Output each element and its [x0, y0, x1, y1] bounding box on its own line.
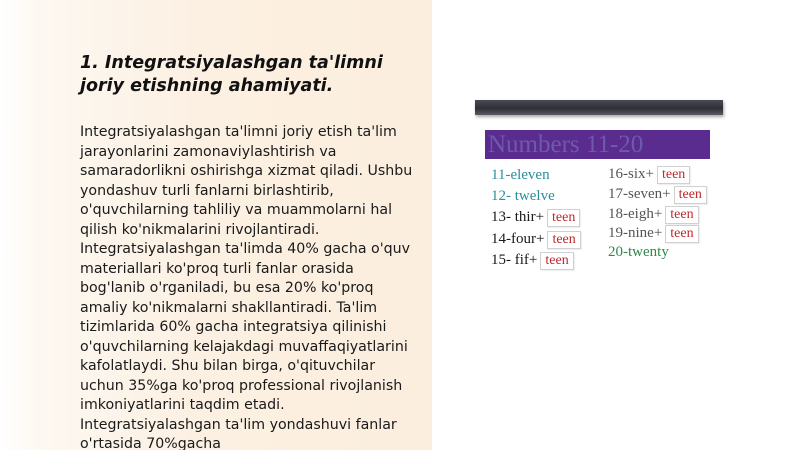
slide-body-text: Integratsiyalashgan ta'limni joriy etish ta'lim jarayonlarini zamonaviylashtirish va samaradorlikni oshirishga xizmat qiladi. Ushbu yondashuv turli fanlarni birlashtirib, o'quvchilarning tahliliy va muammolarni hal qilish ko'nikmalarini rivojlantiradi. Integratsiyalashgan ta'limda 40% gacha o'quv materiallari ko'proq turli fanlar orasida bog'lanib o'rganiladi, bu esa 20% ko'proq amaliy ko'nikmalarni shakllantiradi. Ta'lim tizimlarida 60% gacha integratsiya qilinishi o'quvchilarning kelajakdagi muvaffaqiyatlarini kafolatlaydi. Shu bilan birga, o'qituvchilar uchun 35%ga ko'proq professional rivojlanish imkoniyatlarini taqdim etadi. Integratsiyalashgan ta'lim yondashuvi fanlar o'rtasida 70%gacha — [80, 124, 413, 450]
number-text: 18-eigh+ — [608, 206, 663, 222]
teen-suffix-box: teen — [540, 252, 573, 270]
number-item-16 — [608, 165, 690, 184]
number-text: 19-nine+ — [608, 225, 663, 241]
teen-suffix-box: teen — [657, 166, 690, 184]
teen-suffix-box: teen — [547, 209, 580, 227]
slide-title: 1. Integratsiyalashgan ta'limni joriy etishning ahamiyati. — [80, 53, 383, 96]
number-item-11 — [491, 166, 550, 184]
number-text: 12- twelve — [491, 188, 555, 204]
teen-suffix-box: teen — [547, 231, 580, 249]
number-text: 17-seven+ — [608, 186, 671, 202]
number-text: 20-twenty — [608, 244, 669, 260]
numbers-image — [485, 130, 715, 280]
number-item-13 — [491, 208, 580, 227]
number-item-18 — [608, 205, 699, 224]
number-text: 11-eleven — [491, 167, 550, 183]
numbers-header — [485, 130, 710, 159]
teen-suffix-box: teen — [674, 186, 707, 204]
number-text: 15- fif+ — [491, 252, 538, 268]
number-text: 13- thir+ — [491, 209, 545, 225]
teen-suffix-box: teen — [665, 225, 698, 243]
decorative-bar — [475, 100, 723, 115]
teen-suffix-box: teen — [665, 206, 698, 224]
number-text: 16-six+ — [608, 166, 654, 182]
number-text: 14-four+ — [491, 231, 545, 247]
number-item-19 — [608, 224, 699, 243]
number-item-12 — [491, 187, 555, 205]
number-item-20 — [608, 243, 669, 261]
numbers-header-text: Numbers 11-20 — [488, 131, 644, 158]
number-item-14 — [491, 230, 581, 249]
number-item-15 — [491, 251, 574, 270]
number-item-17 — [608, 185, 707, 204]
